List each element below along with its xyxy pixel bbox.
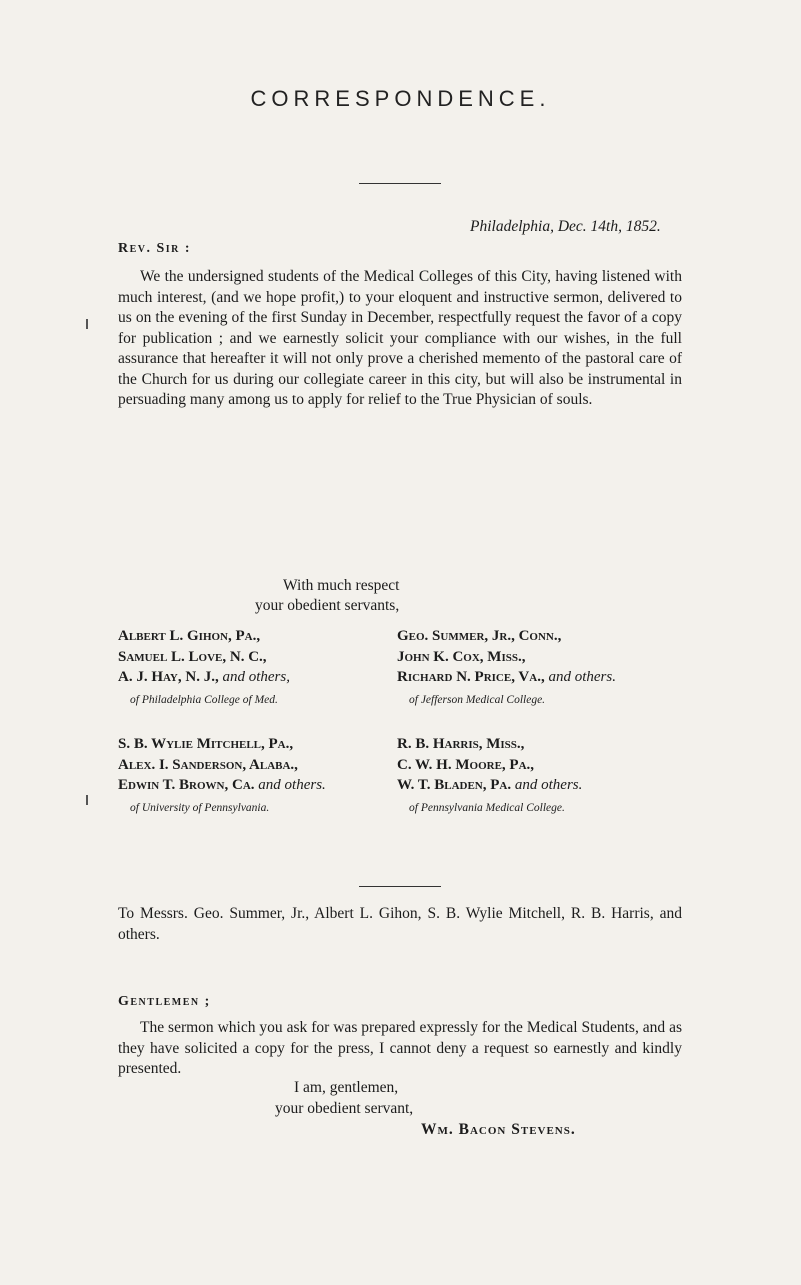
- dateline: Philadelphia, Dec. 14th, 1852.: [470, 218, 661, 235]
- salutation-1: Rev. Sir :: [118, 241, 192, 256]
- closing-2-line-1: I am, gentlemen,: [294, 1079, 399, 1096]
- divider-top: [359, 183, 441, 184]
- and-others: and others,: [222, 669, 290, 685]
- college-name: of University of Pennsylvania.: [130, 801, 270, 814]
- and-others: and others.: [258, 777, 326, 793]
- letter2-body: The sermon which you ask for was prepared expressly for the Medical Students, and as they have solicited a copy for the press, I cannot deny a request so earnestly and kindly presented.: [118, 1019, 682, 1077]
- closing-1-line-1: With much respect: [283, 577, 400, 594]
- signatory-name: Alex. I. Sanderson, Alaba.,: [118, 756, 298, 773]
- letter1-body: We the undersigned students of the Medical Colleges of this City, having listened with much interest, (and we hope profit,) to your eloquent and instructive sermon, delivered to us on the evening of the first Sunday in December, respectfully request the favor of a copy for publication ; and we earnestly solicit your compliance with our wishes, in the full assurance that hereafter it will not only prove a cherished memento of the pastoral care of the Church for us during our collegiate career in this city, but will also be instrumental in persuading many among us to apply for relief to the True Physician of souls.: [118, 268, 682, 408]
- margin-mark: [86, 795, 88, 805]
- divider-middle: [359, 886, 441, 887]
- margin-mark: [86, 319, 88, 329]
- signatory-group-university: [118, 734, 326, 818]
- signatory-name: Albert L. Gihon, Pa.,: [118, 628, 261, 644]
- salutation-2: Gentlemen ;: [118, 994, 211, 1009]
- signatory-name: Edwin T. Brown, Ca.: [118, 777, 255, 793]
- signatory-name: R. B. Harris, Miss.,: [397, 736, 525, 752]
- signatory-name: W. T. Bladen, Pa.: [397, 777, 512, 793]
- page-title: CORRESPONDENCE.: [250, 86, 551, 111]
- and-others: and others.: [548, 669, 616, 685]
- signatory-group-jefferson: [397, 626, 616, 710]
- college-name: of Philadelphia College of Med.: [130, 693, 278, 706]
- signatory-name: John K. Cox, Miss.,: [397, 648, 526, 665]
- signatory-name: Samuel L. Love, N. C.,: [118, 648, 267, 665]
- signatory-name: S. B. Wylie Mitchell, Pa.,: [118, 736, 294, 752]
- and-others: and others.: [514, 777, 583, 793]
- college-name: of Pennsylvania Medical College.: [409, 801, 565, 814]
- signatory-group-pennsylvania-medical: [397, 734, 582, 818]
- author-signature: Wm. Bacon Stevens.: [421, 1121, 576, 1138]
- signatory-name: Geo. Summer, Jr., Conn.,: [397, 628, 562, 644]
- closing-1-line-2: your obedient servants,: [255, 597, 400, 614]
- signatory-name: A. J. Hay, N. J.,: [118, 669, 219, 685]
- letter2-address: To Messrs. Geo. Summer, Jr., Albert L. Gihon, S. B. Wylie Mitchell, R. B. Harris, and others.: [118, 905, 682, 943]
- signatory-group-philadelphia: [118, 626, 290, 710]
- signatory-name: C. W. H. Moore, Pa.,: [397, 756, 535, 773]
- closing-2-line-2: your obedient servant,: [275, 1100, 414, 1117]
- college-name: of Jefferson Medical College.: [409, 693, 546, 706]
- signatory-name: Richard N. Price, Va.,: [397, 669, 545, 685]
